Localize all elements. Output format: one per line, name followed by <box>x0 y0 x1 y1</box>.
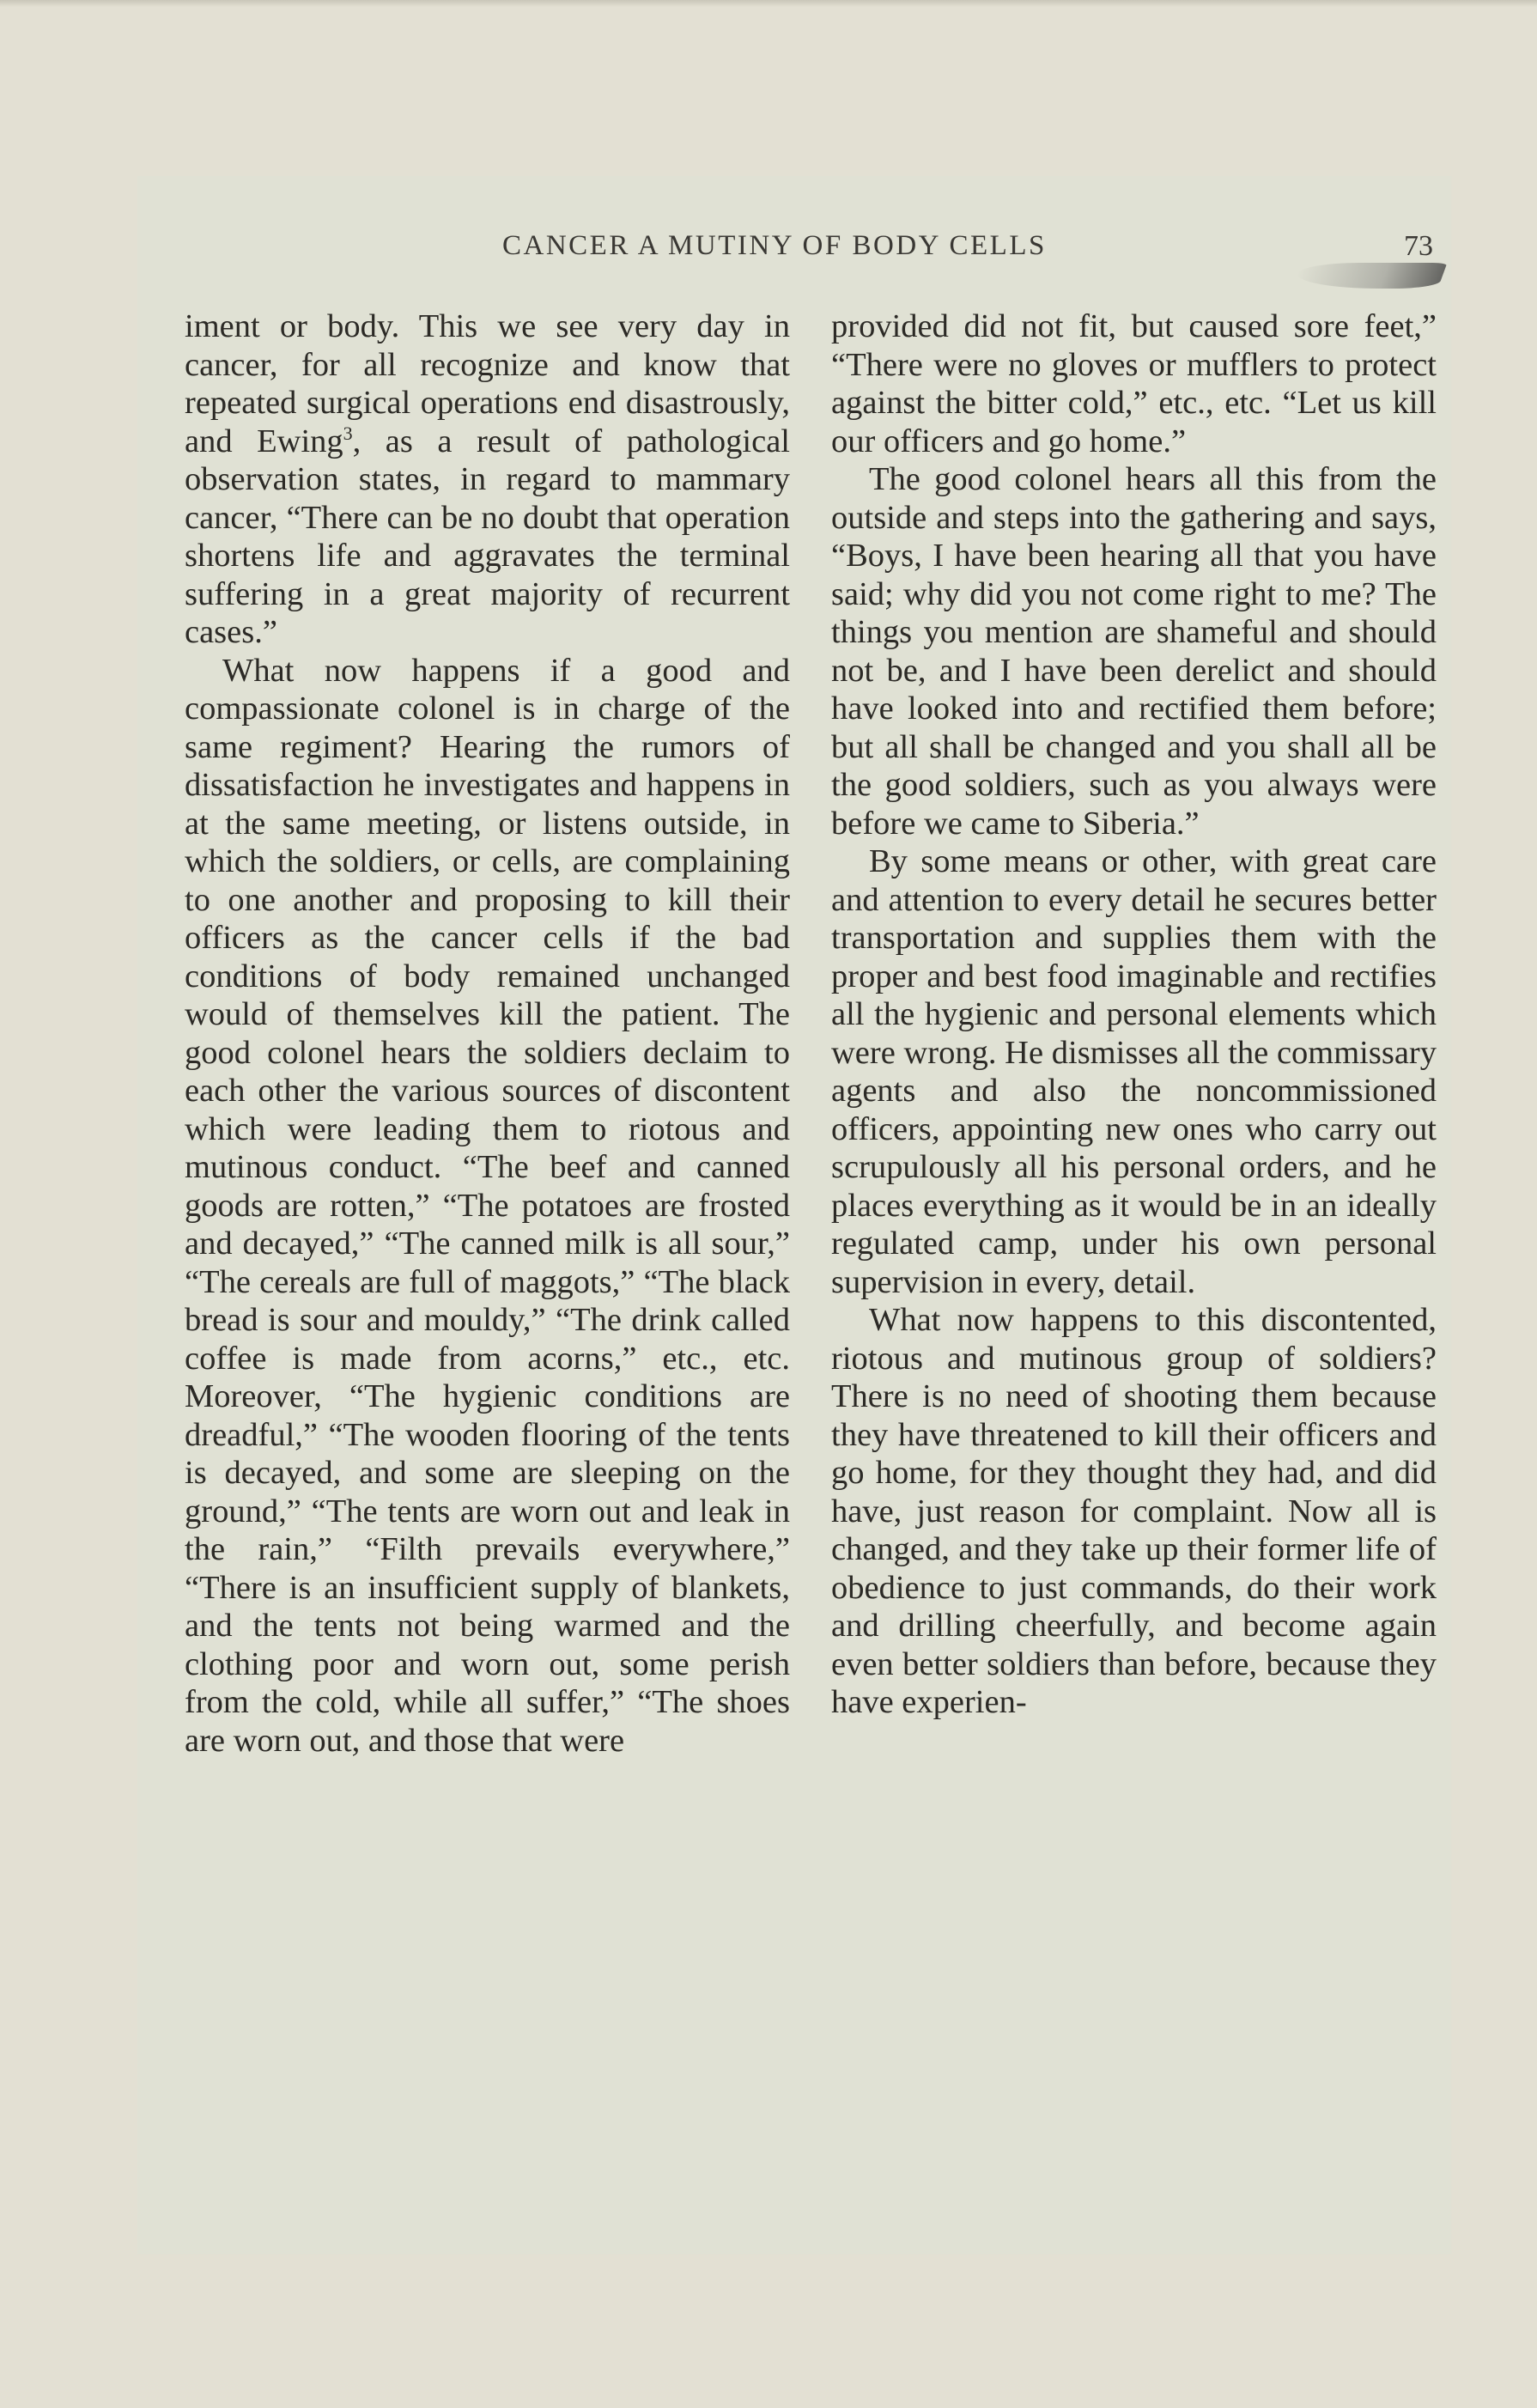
left-column <box>185 307 790 1760</box>
paragraph-text: , as a result of pathological observation states, in regard to mammary cancer, “There can be no doubt that operation shortens life and aggravates the terminal suffering in a great majority of recurrent cases.” <box>185 423 790 650</box>
paragraph: What now happens to this discontented, riotous and mutinous group of soldiers? There is no need of shooting them because they have threatened to kill their officers and go home, for they thought they had, and did have, just reason for complaint. Now all is changed, and they take up their former life of obedience to just commands, do their work and drilling cheerfully, and become again even better soldiers than before, because they have experien- <box>831 1302 1437 1720</box>
right-column <box>831 307 1437 1722</box>
page-top-edge <box>0 0 1537 7</box>
footnote-reference: 3 <box>343 422 353 444</box>
paragraph-text: iment or body. This we see very day in cancer, for all recognize and know that repeated surgical operations end disastrously, and Ewing <box>185 308 790 459</box>
paragraph: By some means or other, with great care and attention to every detail he secures better transportation and supplies them with the proper and best food imaginable and rectifies all the hygienic and personal elements which were wrong. He dismisses all the commissary agents and also the noncommissioned officers, appointing new ones who carry out scrupulously all his personal orders, and he places everything as it would be in an ideally regulated camp, under his own personal supervision in every, detail. <box>831 843 1437 1300</box>
page-number: 73 <box>1404 230 1433 262</box>
paragraph: What now happens if a good and compassionate colonel is in charge of the same regiment? Hearing the rumors of dissatisfaction he investigates and happens in at the same meeting, or listens outside, in which the soldiers, or cells, are complaining to one another and proposing to kill their officers as the cancer cells if the bad conditions of body remained unchanged would of themselves kill the patient. The good colonel hears the soldiers declaim to each other the various sources of discontent which were leading them to riotous and mutinous conduct. “The beef and canned goods are rotten,” “The potatoes are frosted and decayed,” “The canned milk is all sour,” “The cereals are full of maggots,” “The black bread is sour and mouldy,” “The drink called coffee is made from acorns,” etc., etc. Moreover, “The hygienic conditions are dreadful,” “The wooden flooring of the tents is decayed, and some are sleeping on the ground,” “The tents are worn out and leak in the rain,” “Filth prevails everywhere,” “There is an insufficient supply of blankets, and the tents not being warmed and the clothing poor and worn out, some perish from the cold, while all suffer,” “The shoes are worn out, and those that were <box>185 652 790 1759</box>
running-title: CANCER A MUTINY OF BODY CELLS <box>502 230 1047 261</box>
paragraph <box>185 307 790 652</box>
paragraph: The good colonel hears all this from the outside and steps into the gathering and says, “Boys, I have been hearing all that you have said; why did you not come right to me? The things you mention are shameful and should not be, and I have been derelict and should have looked into and rectified them before; but all shall be changed and you shall all be the good soldiers, such as you always were before we came to Siberia.” <box>831 461 1437 842</box>
paragraph: provided did not fit, but caused sore feet,” “There were no gloves or mufflers to protect against the bitter cold,” etc., etc. “Let us kill our officers and go home.” <box>831 308 1437 459</box>
